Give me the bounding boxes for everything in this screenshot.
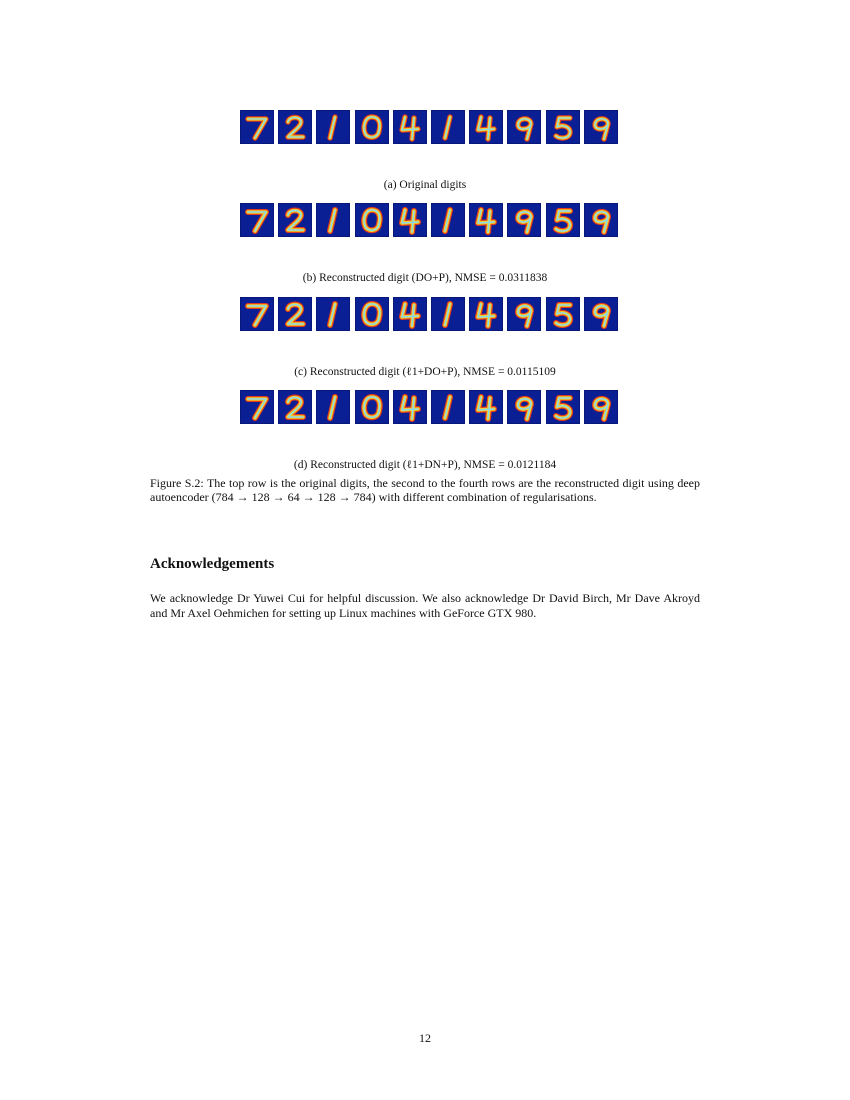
digit-heatmap xyxy=(431,297,465,331)
digit-tile xyxy=(431,390,465,424)
digit-tile xyxy=(584,390,618,424)
acknowledgements-heading: Acknowledgements xyxy=(150,556,275,572)
digit-heatmap xyxy=(355,203,389,237)
digit-heatmap xyxy=(355,297,389,331)
digit-heatmap xyxy=(546,203,580,237)
digit-heatmap xyxy=(469,110,503,144)
digit-heatmap xyxy=(240,203,274,237)
digit-heatmap xyxy=(584,297,618,331)
digit-heatmap xyxy=(584,110,618,144)
digit-heatmap xyxy=(469,390,503,424)
digit-heatmap xyxy=(584,390,618,424)
digit-tile xyxy=(240,203,274,237)
digit-tile xyxy=(240,297,274,331)
digit-heatmap xyxy=(393,390,427,424)
digit-tile xyxy=(393,297,427,331)
digit-heatmap xyxy=(240,390,274,424)
digit-heatmap xyxy=(469,203,503,237)
digit-tile xyxy=(278,390,312,424)
digit-tile xyxy=(316,390,350,424)
digit-heatmap xyxy=(546,297,580,331)
acknowledgements-text: We acknowledge Dr Yuwei Cui for helpful discussion. We also acknowledge Dr David Birch, Mr Dave Akroyd and Mr Axel Oehmichen for setting up Linux machines with GeForce GTX 980. xyxy=(150,591,700,620)
digit-tile xyxy=(469,110,503,144)
digit-heatmap xyxy=(278,110,312,144)
digit-tile xyxy=(546,110,580,144)
digit-tile xyxy=(278,203,312,237)
digit-tile xyxy=(355,297,389,331)
digit-heatmap xyxy=(355,110,389,144)
digit-tile xyxy=(240,390,274,424)
digit-tile xyxy=(507,203,541,237)
digit-heatmap xyxy=(316,203,350,237)
digit-tile xyxy=(393,203,427,237)
digit-heatmap xyxy=(507,203,541,237)
digit-heatmap xyxy=(355,390,389,424)
digit-heatmap xyxy=(507,110,541,144)
digit-heatmap xyxy=(584,203,618,237)
digit-tile xyxy=(393,110,427,144)
digit-heatmap xyxy=(316,390,350,424)
digit-heatmap xyxy=(469,297,503,331)
digit-row-a xyxy=(0,110,850,144)
digit-tile xyxy=(546,203,580,237)
digit-heatmap xyxy=(393,297,427,331)
digit-tile xyxy=(355,110,389,144)
digit-tile xyxy=(355,203,389,237)
digit-tile xyxy=(431,203,465,237)
subcaption-b: (b) Reconstructed digit (DO+P), NMSE = 0.0311838 xyxy=(302,272,548,284)
digit-heatmap xyxy=(393,203,427,237)
digit-tile xyxy=(584,203,618,237)
digit-heatmap xyxy=(431,203,465,237)
digit-heatmap xyxy=(316,297,350,331)
digit-row-d xyxy=(0,390,850,424)
digit-row-c xyxy=(0,297,850,331)
digit-heatmap xyxy=(316,110,350,144)
digit-tile xyxy=(355,390,389,424)
digit-tile xyxy=(546,390,580,424)
digit-tile xyxy=(546,297,580,331)
digit-tile xyxy=(278,297,312,331)
digit-heatmap xyxy=(546,110,580,144)
digit-tile xyxy=(469,390,503,424)
digit-tile xyxy=(507,390,541,424)
digit-row-b xyxy=(0,203,850,237)
page-number: 12 xyxy=(419,1031,431,1045)
figure-caption: Figure S.2: The top row is the original digits, the second to the fourth rows are the reconstructed digit using deep autoencoder (784 → 128 → 64 → 128 → 784) with different combination of regularisations. xyxy=(150,476,700,504)
digit-heatmap xyxy=(240,297,274,331)
digit-tile xyxy=(584,297,618,331)
digit-tile xyxy=(584,110,618,144)
digit-heatmap xyxy=(507,390,541,424)
digit-tile xyxy=(431,110,465,144)
digit-heatmap xyxy=(278,390,312,424)
digit-tile xyxy=(469,203,503,237)
subcaption-a: (a) Original digits xyxy=(383,179,467,191)
digit-heatmap xyxy=(393,110,427,144)
digit-heatmap xyxy=(278,297,312,331)
digit-heatmap xyxy=(546,390,580,424)
digit-tile xyxy=(469,297,503,331)
digit-tile xyxy=(507,110,541,144)
subcaption-c: (c) Reconstructed digit (ℓ1+DO+P), NMSE = 0.0115109 xyxy=(294,366,556,378)
digit-tile xyxy=(316,110,350,144)
digit-tile xyxy=(316,297,350,331)
digit-tile xyxy=(431,297,465,331)
digit-tile xyxy=(240,110,274,144)
digit-heatmap xyxy=(431,390,465,424)
digit-tile xyxy=(393,390,427,424)
subcaption-d: (d) Reconstructed digit (ℓ1+DN+P), NMSE = 0.0121184 xyxy=(293,459,557,471)
digit-tile xyxy=(507,297,541,331)
digit-heatmap xyxy=(240,110,274,144)
digit-tile xyxy=(316,203,350,237)
digit-heatmap xyxy=(278,203,312,237)
digit-heatmap xyxy=(507,297,541,331)
digit-heatmap xyxy=(431,110,465,144)
digit-tile xyxy=(278,110,312,144)
